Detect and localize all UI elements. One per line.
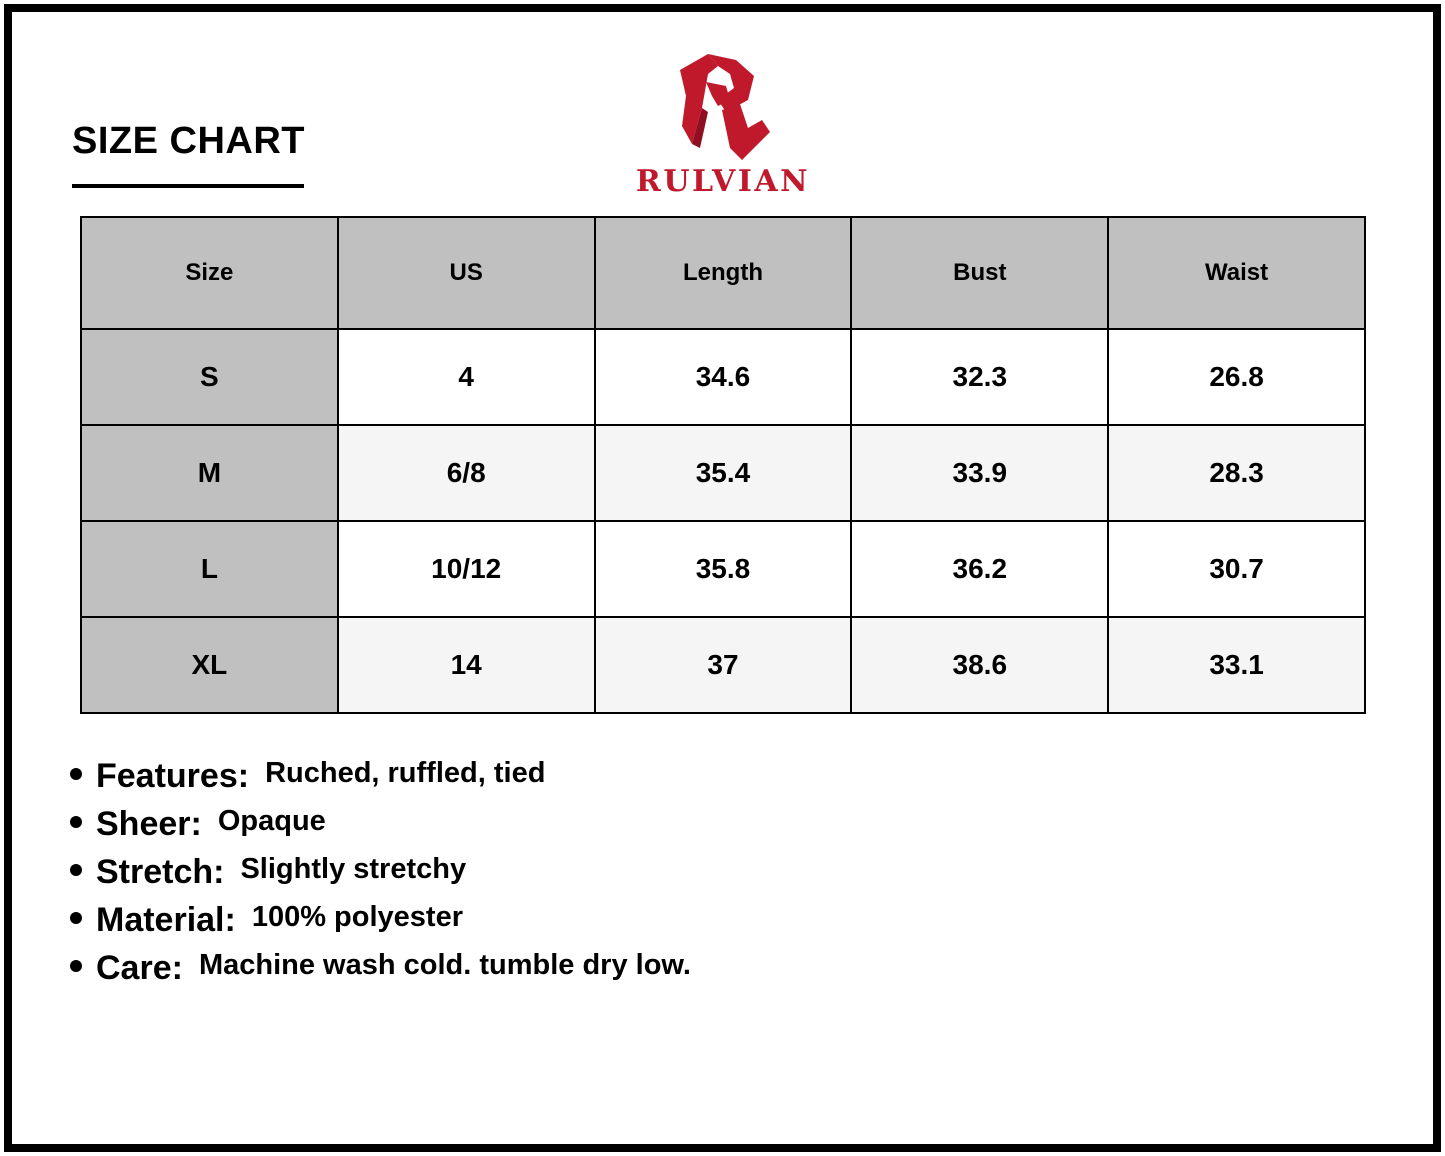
table-row	[81, 521, 1365, 617]
length-cell: 35.4	[595, 425, 852, 521]
size-cell: L	[81, 521, 338, 617]
table-row	[81, 329, 1365, 425]
length-cell: 37	[595, 617, 852, 713]
rulvian-r-logo-icon	[678, 52, 772, 162]
feature-label: Sheer:	[96, 804, 202, 843]
waist-cell: 28.3	[1108, 425, 1365, 521]
brand-logo	[626, 52, 820, 202]
feature-value: Machine wash cold. tumble dry low.	[198, 948, 691, 981]
brand-name: RULVIAN	[635, 164, 811, 199]
column-header-bust: Bust	[851, 217, 1108, 329]
table-row	[81, 617, 1365, 713]
us-cell: 10/12	[338, 521, 595, 617]
list-item	[70, 944, 691, 992]
bust-cell: 38.6	[851, 617, 1108, 713]
bullet-icon	[70, 864, 82, 876]
table-header-row	[81, 217, 1365, 329]
feature-value: Slightly stretchy	[240, 852, 467, 885]
title-underline	[72, 184, 304, 188]
size-cell: M	[81, 425, 338, 521]
length-cell: 35.8	[595, 521, 852, 617]
column-header-waist: Waist	[1108, 217, 1365, 329]
bullet-icon	[70, 768, 82, 780]
column-header-us: US	[338, 217, 595, 329]
feature-label: Material:	[96, 900, 236, 939]
column-header-length: Length	[595, 217, 852, 329]
list-item	[70, 896, 691, 944]
us-cell: 4	[338, 329, 595, 425]
feature-label: Care:	[96, 948, 183, 987]
list-item	[70, 848, 691, 896]
bust-cell: 36.2	[851, 521, 1108, 617]
table-row	[81, 425, 1365, 521]
us-cell: 14	[338, 617, 595, 713]
page-title: SIZE CHART	[72, 120, 305, 162]
waist-cell: 26.8	[1108, 329, 1365, 425]
list-item	[70, 800, 691, 848]
column-header-size: Size	[81, 217, 338, 329]
feature-value: Ruched, ruffled, tied	[265, 756, 546, 789]
size-table	[80, 216, 1366, 714]
bust-cell: 32.3	[851, 329, 1108, 425]
feature-value: 100% polyester	[251, 900, 463, 933]
bust-cell: 33.9	[851, 425, 1108, 521]
bullet-icon	[70, 912, 82, 924]
feature-value: Opaque	[217, 804, 326, 837]
size-cell: S	[81, 329, 338, 425]
waist-cell: 30.7	[1108, 521, 1365, 617]
feature-label: Stretch:	[96, 852, 225, 891]
us-cell: 6/8	[338, 425, 595, 521]
waist-cell: 33.1	[1108, 617, 1365, 713]
list-item	[70, 752, 691, 800]
bullet-icon	[70, 960, 82, 972]
size-cell: XL	[81, 617, 338, 713]
bullet-icon	[70, 816, 82, 828]
feature-list	[70, 752, 691, 992]
feature-label: Features:	[96, 756, 250, 795]
length-cell: 34.6	[595, 329, 852, 425]
